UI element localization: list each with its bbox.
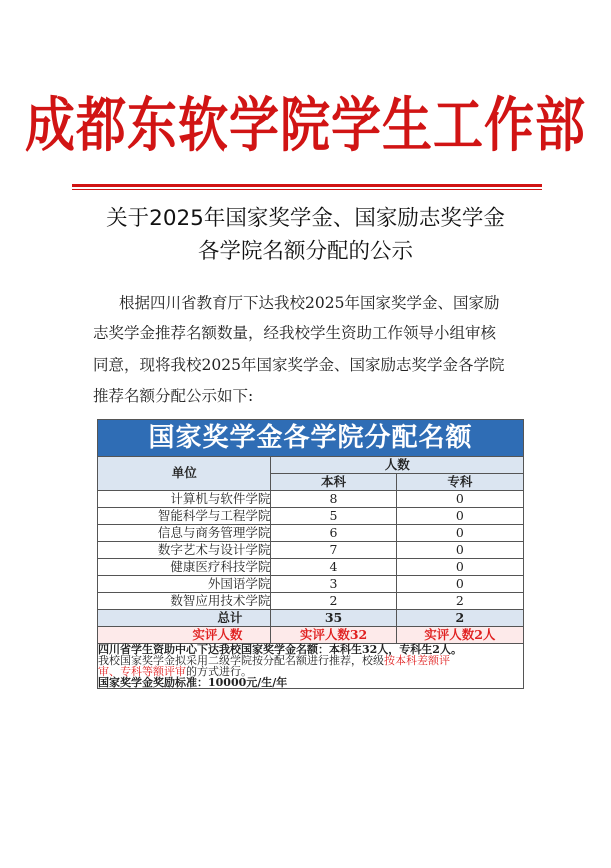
junior-cell: 0 — [396, 525, 523, 542]
total-undergrad: 35 — [271, 610, 396, 627]
junior-cell: 2 — [396, 593, 523, 610]
undergrad-cell: 5 — [271, 508, 396, 525]
note-line-2b: 按本科差额评 — [384, 654, 450, 667]
unit-cell: 计算机与软件学院 — [98, 491, 271, 508]
body-line-1: 根据四川省教育厅下达我校2025年国家奖学金、国家励 — [119, 294, 500, 312]
table-banner: 国家奖学金各学院分配名额 — [98, 420, 524, 457]
junior-cell: 0 — [396, 508, 523, 525]
header-rule-thick — [72, 184, 542, 187]
undergrad-cell: 2 — [271, 593, 396, 610]
column-header-undergrad: 本科 — [271, 474, 396, 491]
table-row — [98, 576, 524, 593]
actual-junior: 实评人数2人 — [396, 627, 523, 644]
note-line-3b: 的方式进行。 — [186, 665, 252, 678]
undergrad-cell: 7 — [271, 542, 396, 559]
undergrad-cell: 4 — [271, 559, 396, 576]
body-line-3: 同意，现将我校2025年国家奖学金、国家励志奖学金各学院 — [93, 356, 505, 374]
junior-cell: 0 — [396, 542, 523, 559]
junior-cell: 0 — [396, 576, 523, 593]
junior-cell: 0 — [396, 491, 523, 508]
unit-cell: 外国语学院 — [98, 576, 271, 593]
actual-label: 实评人数 — [98, 627, 271, 644]
column-header-unit: 单位 — [98, 457, 271, 491]
table-row — [98, 559, 524, 576]
unit-cell: 智能科学与工程学院 — [98, 508, 271, 525]
body-line-2: 志奖学金推荐名额数量，经我校学生资助工作领导小组审核 — [93, 324, 497, 342]
body-line-4: 推荐名额分配公示如下: — [93, 387, 254, 405]
org-title: 成都东软学院学生工作部 — [25, 90, 586, 160]
unit-cell: 数智应用技术学院 — [98, 593, 271, 610]
unit-cell: 健康医疗科技学院 — [98, 559, 271, 576]
junior-cell: 0 — [396, 559, 523, 576]
unit-cell: 信息与商务管理学院 — [98, 525, 271, 542]
undergrad-cell: 6 — [271, 525, 396, 542]
table-row — [98, 508, 524, 525]
total-junior: 2 — [396, 610, 523, 627]
note-line-4: 国家奖学金奖励标准：10000元/生/年 — [98, 676, 288, 689]
column-header-people: 人数 — [271, 457, 524, 474]
undergrad-cell: 8 — [271, 491, 396, 508]
header-rule-thin — [72, 189, 542, 190]
note-line-2a: 我校国家奖学金拟采用二级学院按分配名额进行推荐，校级 — [98, 654, 384, 667]
table-row — [98, 542, 524, 559]
actual-undergrad: 实评人数32 — [271, 627, 396, 644]
actual-row — [98, 627, 524, 644]
table-note — [98, 644, 524, 689]
table-row — [98, 525, 524, 542]
undergrad-cell: 3 — [271, 576, 396, 593]
total-row — [98, 610, 524, 627]
note-line-1: 四川省学生资助中心下达我校国家奖学金名额：本科生32人，专科生2人。 — [98, 643, 462, 656]
note-line-3a: 审、专科等额评审 — [98, 665, 186, 678]
table-row — [98, 491, 524, 508]
notice-title-line2: 各学院名额分配的公示 — [197, 239, 413, 264]
total-label: 总计 — [98, 610, 271, 627]
notice-title-line1: 关于2025年国家奖学金、国家励志奖学金 — [106, 206, 505, 231]
allocation-table — [97, 419, 524, 689]
table-row — [98, 593, 524, 610]
column-header-junior: 专科 — [396, 474, 523, 491]
unit-cell: 数字艺术与设计学院 — [98, 542, 271, 559]
